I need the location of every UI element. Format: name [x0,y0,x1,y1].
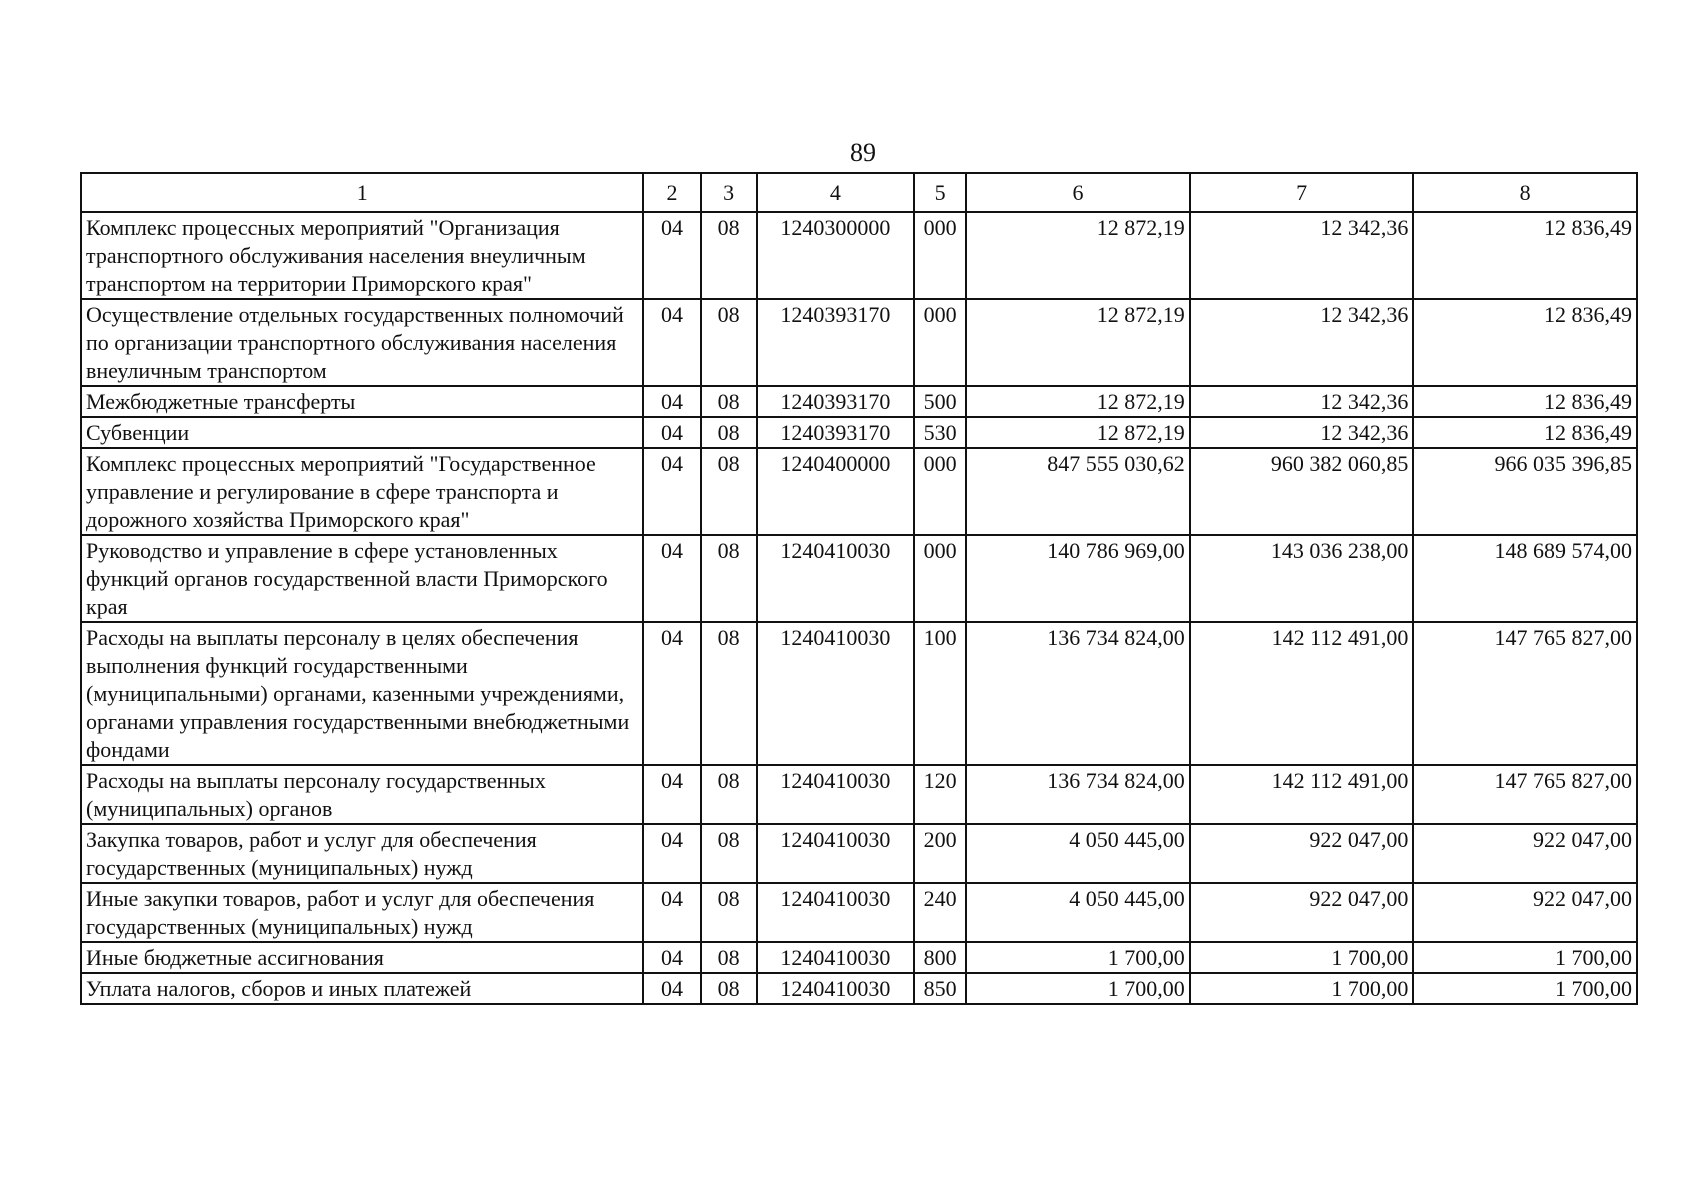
amount-col-8: 12 836,49 [1413,386,1637,417]
target-article-code: 1240410030 [757,973,914,1004]
table-row [81,824,1637,883]
target-article-code: 1240400000 [757,448,914,535]
row-name: Комплекс процессных мероприятий "Государственное управление и регулирование в сфере транспорта и дорожного хозяйства Приморского края" [81,448,643,535]
amount-col-7: 1 700,00 [1190,973,1414,1004]
amount-col-8: 922 047,00 [1413,824,1637,883]
column-header: 6 [966,173,1190,212]
table-row [81,973,1637,1004]
section-code: 04 [643,824,700,883]
amount-col-7: 1 700,00 [1190,942,1414,973]
amount-col-6: 4 050 445,00 [966,824,1190,883]
section-code: 04 [643,973,700,1004]
amount-col-8: 147 765 827,00 [1413,622,1637,765]
table-row [81,942,1637,973]
amount-col-6: 12 872,19 [966,386,1190,417]
amount-col-7: 12 342,36 [1190,299,1414,386]
subsection-code: 08 [701,386,757,417]
row-name: Расходы на выплаты персоналу государственных (муниципальных) органов [81,765,643,824]
section-code: 04 [643,942,700,973]
amount-col-7: 143 036 238,00 [1190,535,1414,622]
row-name: Уплата налогов, сборов и иных платежей [81,973,643,1004]
row-name: Комплекс процессных мероприятий "Организация транспортного обслуживания населения внеуличным транспортом на территории Приморского края" [81,212,643,299]
amount-col-6: 136 734 824,00 [966,765,1190,824]
subsection-code: 08 [701,535,757,622]
target-article-code: 1240410030 [757,942,914,973]
subsection-code: 08 [701,299,757,386]
section-code: 04 [643,212,700,299]
target-article-code: 1240410030 [757,883,914,942]
amount-col-7: 12 342,36 [1190,417,1414,448]
amount-col-7: 922 047,00 [1190,883,1414,942]
expense-type-code: 200 [914,824,966,883]
section-code: 04 [643,622,700,765]
expense-type-code: 000 [914,212,966,299]
section-code: 04 [643,386,700,417]
target-article-code: 1240393170 [757,417,914,448]
amount-col-6: 12 872,19 [966,417,1190,448]
amount-col-6: 12 872,19 [966,299,1190,386]
target-article-code: 1240410030 [757,765,914,824]
subsection-code: 08 [701,212,757,299]
amount-col-8: 12 836,49 [1413,212,1637,299]
table-row [81,535,1637,622]
amount-col-7: 142 112 491,00 [1190,622,1414,765]
amount-col-8: 1 700,00 [1413,942,1637,973]
amount-col-6: 4 050 445,00 [966,883,1190,942]
expense-type-code: 530 [914,417,966,448]
expense-type-code: 000 [914,448,966,535]
amount-col-7: 12 342,36 [1190,386,1414,417]
section-code: 04 [643,535,700,622]
amount-col-8: 148 689 574,00 [1413,535,1637,622]
row-name: Субвенции [81,417,643,448]
amount-col-7: 922 047,00 [1190,824,1414,883]
row-name: Осуществление отдельных государственных полномочий по организации транспортного обслуживания населения внеуличным транспортом [81,299,643,386]
expense-type-code: 000 [914,535,966,622]
amount-col-7: 12 342,36 [1190,212,1414,299]
expense-type-code: 500 [914,386,966,417]
table-row [81,212,1637,299]
subsection-code: 08 [701,824,757,883]
table-row [81,883,1637,942]
table-body [81,212,1637,1004]
section-code: 04 [643,299,700,386]
expense-type-code: 800 [914,942,966,973]
amount-col-8: 922 047,00 [1413,883,1637,942]
amount-col-6: 1 700,00 [966,942,1190,973]
table-row [81,622,1637,765]
column-header: 2 [643,173,700,212]
column-header: 7 [1190,173,1414,212]
section-code: 04 [643,883,700,942]
table-row [81,448,1637,535]
section-code: 04 [643,765,700,824]
amount-col-6: 140 786 969,00 [966,535,1190,622]
page-number: 89 [850,138,876,167]
section-code: 04 [643,417,700,448]
row-name: Межбюджетные трансферты [81,386,643,417]
target-article-code: 1240393170 [757,299,914,386]
column-header: 1 [81,173,643,212]
section-code: 04 [643,448,700,535]
row-name: Иные бюджетные ассигнования [81,942,643,973]
subsection-code: 08 [701,622,757,765]
amount-col-8: 12 836,49 [1413,417,1637,448]
amount-col-8: 12 836,49 [1413,299,1637,386]
table-row [81,299,1637,386]
amount-col-7: 960 382 060,85 [1190,448,1414,535]
column-header: 3 [701,173,757,212]
subsection-code: 08 [701,417,757,448]
column-header: 4 [757,173,914,212]
budget-table [80,172,1638,1005]
expense-type-code: 000 [914,299,966,386]
subsection-code: 08 [701,765,757,824]
expense-type-code: 240 [914,883,966,942]
expense-type-code: 120 [914,765,966,824]
subsection-code: 08 [701,942,757,973]
column-header: 8 [1413,173,1637,212]
column-header: 5 [914,173,966,212]
row-name: Руководство и управление в сфере установленных функций органов государственной власти Приморского края [81,535,643,622]
row-name: Иные закупки товаров, работ и услуг для обеспечения государственных (муниципальных) нужд [81,883,643,942]
expense-type-code: 100 [914,622,966,765]
target-article-code: 1240393170 [757,386,914,417]
table-row [81,765,1637,824]
subsection-code: 08 [701,883,757,942]
amount-col-6: 136 734 824,00 [966,622,1190,765]
target-article-code: 1240300000 [757,212,914,299]
expense-type-code: 850 [914,973,966,1004]
subsection-code: 08 [701,973,757,1004]
table-header-row [81,173,1637,212]
row-name: Закупка товаров, работ и услуг для обеспечения государственных (муниципальных) нужд [81,824,643,883]
amount-col-8: 147 765 827,00 [1413,765,1637,824]
amount-col-7: 142 112 491,00 [1190,765,1414,824]
row-name: Расходы на выплаты персоналу в целях обеспечения выполнения функций государственными (муниципальными) органами, казенными учреждениями, органами управления государственными внебюджетными фондами [81,622,643,765]
subsection-code: 08 [701,448,757,535]
amount-col-8: 966 035 396,85 [1413,448,1637,535]
table-row [81,417,1637,448]
amount-col-6: 847 555 030,62 [966,448,1190,535]
amount-col-6: 12 872,19 [966,212,1190,299]
target-article-code: 1240410030 [757,622,914,765]
target-article-code: 1240410030 [757,824,914,883]
table-row [81,386,1637,417]
amount-col-6: 1 700,00 [966,973,1190,1004]
amount-col-8: 1 700,00 [1413,973,1637,1004]
target-article-code: 1240410030 [757,535,914,622]
